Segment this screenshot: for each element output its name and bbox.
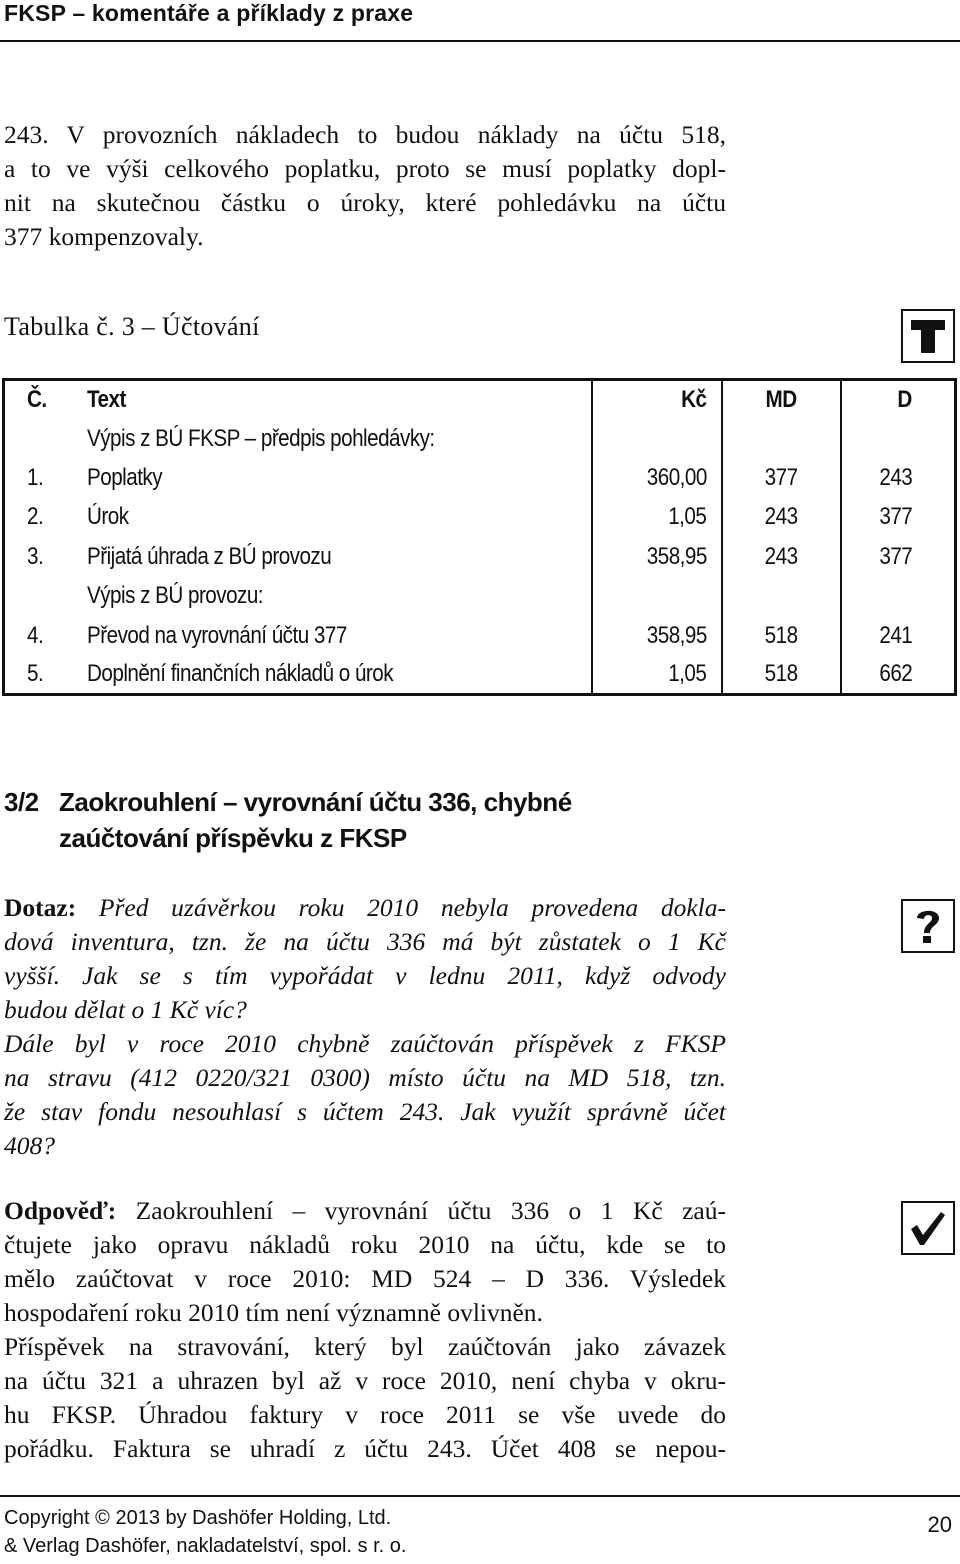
table-row <box>4 537 956 576</box>
question-label: Dotaz: <box>4 893 77 922</box>
answer-line <box>4 1194 726 1228</box>
cell-value: Text <box>87 385 127 413</box>
cell-text <box>73 458 592 497</box>
header-number <box>4 380 74 419</box>
answer-line: na účtu 321 a uhrazen byl až v roce 2010, není chyba v okru- <box>4 1366 726 1395</box>
cell-d <box>841 419 956 458</box>
cell-md <box>722 419 841 458</box>
question-line: vyšší. Jak se s tím vypořádat v lednu 2011, když odvody <box>4 961 726 990</box>
section-number: 3/2 <box>4 787 39 817</box>
copyright-line2: & Verlag Dashöfer, nakladatelství, spol. s r. o. <box>4 1535 407 1557</box>
header-kc <box>592 380 722 419</box>
cell-kc <box>592 419 722 458</box>
cell-value: 358,95 <box>646 542 707 570</box>
cell-d <box>841 616 956 655</box>
intro-line: 377 kompenzovaly. <box>4 222 204 251</box>
cell-value: Poplatky <box>87 463 163 491</box>
section-title-line2: zaúčtování příspěvku z FKSP <box>59 823 407 853</box>
cell-d <box>841 655 956 694</box>
answer-paragraph <box>4 1194 726 1466</box>
question-paragraph <box>4 891 726 1163</box>
question-line: 408? <box>4 1131 55 1160</box>
cell-value: Č. <box>27 385 47 413</box>
cell-value: 2. <box>27 503 44 531</box>
cell-value: 5. <box>27 660 44 688</box>
cell-md <box>722 537 841 576</box>
cell-value: 243 <box>764 542 798 570</box>
answer-line: Příspěvek na stravování, který byl zaúčtován jako závazek <box>4 1332 726 1361</box>
cell-value: MD <box>765 385 797 413</box>
checkmark-glyph <box>907 1207 949 1249</box>
cell-text <box>73 498 592 537</box>
cell-md <box>722 458 841 497</box>
cell-text <box>73 576 592 615</box>
cell-kc <box>592 576 722 615</box>
table-row <box>4 458 956 497</box>
cell-number <box>4 655 74 694</box>
cell-value: 518 <box>764 621 798 649</box>
cell-value: 3. <box>27 542 44 570</box>
cell-kc <box>592 458 722 497</box>
cell-d <box>841 537 956 576</box>
cell-value: 377 <box>764 463 798 491</box>
cell-number <box>4 537 74 576</box>
question-line: budou dělat o 1 Kč víc? <box>4 995 247 1024</box>
table-row <box>4 419 956 458</box>
intro-paragraph <box>4 118 726 254</box>
cell-kc <box>592 498 722 537</box>
cell-value: Výpis z BÚ provozu: <box>87 582 264 610</box>
question-mark-glyph <box>908 905 948 947</box>
cell-value: 1. <box>27 463 44 491</box>
cell-d <box>841 458 956 497</box>
answer-line: mělo zaúčtovat v roce 2010: MD 524 – D 336. Výsledek <box>4 1264 726 1293</box>
intro-line: 243. V provozních nákladech to budou náklady na účtu 518, <box>4 120 726 149</box>
t-table-icon-glyph <box>908 316 948 356</box>
answer-line: hospodaření roku 2010 tím není významně ovlivněn. <box>4 1298 543 1327</box>
cell-number <box>4 419 74 458</box>
question-line: Dále byl v roce 2010 chybně zaúčtován příspěvek z FKSP <box>4 1029 726 1058</box>
cell-kc <box>592 537 722 576</box>
checkmark-icon <box>901 1201 955 1255</box>
footer-rule <box>0 1495 960 1497</box>
cell-value: Přijatá úhrada z BÚ provozu <box>87 542 332 570</box>
cell-value: Doplnění finančních nákladů o úrok <box>87 660 394 688</box>
copyright <box>4 1504 406 1560</box>
answer-text: Zaokrouhlení – vyrovnání účtu 336 o 1 Kč zaú- <box>135 1196 726 1225</box>
cell-number <box>4 576 74 615</box>
cell-text <box>73 655 592 694</box>
cell-md <box>722 576 841 615</box>
question-line: že stav fondu nesouhlasí s účtem 243. Jak využít správně účet <box>4 1097 726 1126</box>
table-row <box>4 616 956 655</box>
question-line: na stravu (412 0220/321 0300) místo účtu na MD 518, tzn. <box>4 1063 726 1092</box>
cell-md <box>722 498 841 537</box>
cell-value: 358,95 <box>646 621 707 649</box>
table-row <box>4 655 956 694</box>
cell-kc <box>592 655 722 694</box>
cell-number <box>4 458 74 497</box>
table-row <box>4 576 956 615</box>
page-number: 20 <box>927 1512 952 1537</box>
cell-d <box>841 498 956 537</box>
answer-label: Odpověď: <box>4 1196 117 1225</box>
cell-value: Kč <box>681 385 707 413</box>
accounting-table <box>2 378 957 696</box>
cell-value: Výpis z BÚ FKSP – předpis pohledávky: <box>87 424 435 452</box>
cell-value: 241 <box>879 621 912 649</box>
header-d <box>841 380 956 419</box>
cell-value: Převod na vyrovnání účtu 377 <box>87 621 348 649</box>
cell-value: 243 <box>764 503 798 531</box>
cell-md <box>722 655 841 694</box>
intro-line: a to ve výši celkového poplatku, proto se musí poplatky dopl- <box>4 154 726 183</box>
running-header: FKSP – komentáře a příklady z praxe <box>4 0 414 26</box>
intro-line: nit na skutečnou částku o úroky, které pohledávku na účtu <box>4 188 726 217</box>
header-text <box>73 380 592 419</box>
answer-line: hu FKSP. Úhradou faktury v roce 2011 se vše uvede do <box>4 1400 726 1429</box>
table-header-row <box>4 380 956 419</box>
cell-kc <box>592 616 722 655</box>
cell-value: 243 <box>879 463 912 491</box>
section-title-line1: Zaokrouhlení – vyrovnání účtu 336, chybné <box>59 787 572 817</box>
header-rule <box>0 40 960 42</box>
header-md <box>722 380 841 419</box>
cell-text <box>73 419 592 458</box>
cell-md <box>722 616 841 655</box>
copyright-line1: Copyright © 2013 by Dashöfer Holding, Ltd. <box>4 1507 392 1529</box>
cell-value: 1,05 <box>668 503 707 531</box>
answer-line: čtujete jako opravu nákladů roku 2010 na účtu, kde se to <box>4 1230 726 1259</box>
section-heading <box>4 784 704 856</box>
table-caption: Tabulka č. 3 – Účtování <box>4 312 260 341</box>
t-table-icon <box>901 309 955 363</box>
question-line: dová inventura, tzn. že na účtu 336 má být zůstatek o 1 Kč <box>4 927 726 956</box>
cell-value: 1,05 <box>668 660 707 688</box>
cell-value: D <box>897 385 912 413</box>
cell-value: 377 <box>879 503 912 531</box>
answer-line: pořádku. Faktura se uhradí z účtu 243. Účet 408 se nepou- <box>4 1434 726 1463</box>
question-text: Před uzávěrkou roku 2010 nebyla provedena dokla- <box>98 893 726 922</box>
cell-text <box>73 616 592 655</box>
cell-value: 662 <box>879 660 912 688</box>
cell-number <box>4 498 74 537</box>
question-line <box>4 891 726 925</box>
cell-text <box>73 537 592 576</box>
cell-value: 377 <box>879 542 912 570</box>
cell-value: 518 <box>764 660 798 688</box>
cell-value: 4. <box>27 621 44 649</box>
cell-d <box>841 576 956 615</box>
table-row <box>4 498 956 537</box>
cell-value: Úrok <box>87 503 129 531</box>
question-mark-icon <box>901 899 955 953</box>
cell-number <box>4 616 74 655</box>
cell-value: 360,00 <box>646 463 707 491</box>
